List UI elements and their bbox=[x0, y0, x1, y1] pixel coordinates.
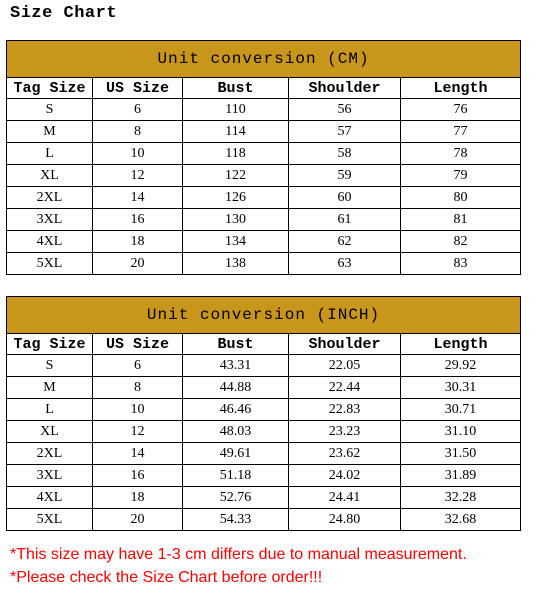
table-cell: 22.05 bbox=[289, 355, 401, 377]
table-cell: 8 bbox=[93, 121, 183, 143]
size-table-inch bbox=[6, 296, 521, 531]
table-cell: 20 bbox=[93, 509, 183, 531]
table-cell: 4XL bbox=[7, 487, 93, 509]
table-row bbox=[7, 253, 521, 275]
table-cell: 24.02 bbox=[289, 465, 401, 487]
column-header: Bust bbox=[183, 78, 289, 99]
table-cell: 2XL bbox=[7, 187, 93, 209]
table-caption: Unit conversion (INCH) bbox=[7, 297, 521, 334]
column-header: Tag Size bbox=[7, 78, 93, 99]
table-cell: 3XL bbox=[7, 209, 93, 231]
table-cell: 23.62 bbox=[289, 443, 401, 465]
table-cell: 49.61 bbox=[183, 443, 289, 465]
table-cell: 31.89 bbox=[401, 465, 521, 487]
table-cell: 30.31 bbox=[401, 377, 521, 399]
column-header: Shoulder bbox=[289, 334, 401, 355]
table-cell: 60 bbox=[289, 187, 401, 209]
table-cell: 16 bbox=[93, 209, 183, 231]
table-cell: 44.88 bbox=[183, 377, 289, 399]
table-cell: 81 bbox=[401, 209, 521, 231]
table-cell: 59 bbox=[289, 165, 401, 187]
table-cell: L bbox=[7, 143, 93, 165]
table-cell: 118 bbox=[183, 143, 289, 165]
table-cell: 6 bbox=[93, 99, 183, 121]
table-cell: 76 bbox=[401, 99, 521, 121]
table-row bbox=[7, 165, 521, 187]
column-header: Bust bbox=[183, 334, 289, 355]
header-row bbox=[7, 334, 521, 355]
table-cell: 48.03 bbox=[183, 421, 289, 443]
order-note: *Please check the Size Chart before order!!! bbox=[10, 569, 323, 586]
table-cell: 80 bbox=[401, 187, 521, 209]
table-cell: 62 bbox=[289, 231, 401, 253]
page-title: Size Chart bbox=[10, 4, 118, 23]
table-row bbox=[7, 143, 521, 165]
table-cell: 61 bbox=[289, 209, 401, 231]
table-cell: L bbox=[7, 399, 93, 421]
table-cell: 29.92 bbox=[401, 355, 521, 377]
table-cell: 30.71 bbox=[401, 399, 521, 421]
table-row bbox=[7, 509, 521, 531]
table-cell: 18 bbox=[93, 231, 183, 253]
table-cell: 4XL bbox=[7, 231, 93, 253]
table-cell: 5XL bbox=[7, 509, 93, 531]
table-cell: 24.80 bbox=[289, 509, 401, 531]
table-cell: 6 bbox=[93, 355, 183, 377]
table-cell: 14 bbox=[93, 187, 183, 209]
column-header: Length bbox=[401, 334, 521, 355]
table-row bbox=[7, 187, 521, 209]
table-cell: 8 bbox=[93, 377, 183, 399]
table-cell: 130 bbox=[183, 209, 289, 231]
table-cell: 31.50 bbox=[401, 443, 521, 465]
table-cell: 57 bbox=[289, 121, 401, 143]
table-cell: 54.33 bbox=[183, 509, 289, 531]
table-cell: 2XL bbox=[7, 443, 93, 465]
table-row bbox=[7, 399, 521, 421]
size-table-cm bbox=[6, 40, 521, 275]
table-cell: 126 bbox=[183, 187, 289, 209]
table-row bbox=[7, 231, 521, 253]
table-cell: S bbox=[7, 99, 93, 121]
table-body bbox=[7, 355, 521, 531]
table-cell: 16 bbox=[93, 465, 183, 487]
table-cell: 51.18 bbox=[183, 465, 289, 487]
table-cell: M bbox=[7, 377, 93, 399]
table-row bbox=[7, 377, 521, 399]
table-row bbox=[7, 355, 521, 377]
table-cell: XL bbox=[7, 421, 93, 443]
table-cell: 23.23 bbox=[289, 421, 401, 443]
table-cell: 77 bbox=[401, 121, 521, 143]
table-row bbox=[7, 209, 521, 231]
table-cell: 56 bbox=[289, 99, 401, 121]
table-row bbox=[7, 121, 521, 143]
table-cell: 79 bbox=[401, 165, 521, 187]
table-cell: 122 bbox=[183, 165, 289, 187]
measurement-note: *This size may have 1-3 cm differs due to manual measurement. bbox=[10, 546, 467, 563]
table-cell: 82 bbox=[401, 231, 521, 253]
table-cell: 114 bbox=[183, 121, 289, 143]
table-cell: XL bbox=[7, 165, 93, 187]
table-cell: 46.46 bbox=[183, 399, 289, 421]
table-row bbox=[7, 465, 521, 487]
column-header: Shoulder bbox=[289, 78, 401, 99]
table-caption: Unit conversion (CM) bbox=[7, 41, 521, 78]
table-cell: 32.28 bbox=[401, 487, 521, 509]
table-cell: 12 bbox=[93, 165, 183, 187]
table-cell: 31.10 bbox=[401, 421, 521, 443]
table-row bbox=[7, 443, 521, 465]
table-cell: 14 bbox=[93, 443, 183, 465]
table-cell: 43.31 bbox=[183, 355, 289, 377]
column-header: US Size bbox=[93, 334, 183, 355]
column-header: Length bbox=[401, 78, 521, 99]
table-cell: 22.83 bbox=[289, 399, 401, 421]
table-cell: 58 bbox=[289, 143, 401, 165]
table-cell: 20 bbox=[93, 253, 183, 275]
table-cell: 10 bbox=[93, 143, 183, 165]
table-cell: 18 bbox=[93, 487, 183, 509]
column-header: Tag Size bbox=[7, 334, 93, 355]
table-row bbox=[7, 487, 521, 509]
column-header: US Size bbox=[93, 78, 183, 99]
table-row bbox=[7, 421, 521, 443]
table-cell: M bbox=[7, 121, 93, 143]
table-cell: 22.44 bbox=[289, 377, 401, 399]
table-cell: 24.41 bbox=[289, 487, 401, 509]
table-cell: 83 bbox=[401, 253, 521, 275]
table-cell: 134 bbox=[183, 231, 289, 253]
table-cell: 52.76 bbox=[183, 487, 289, 509]
table-cell: 10 bbox=[93, 399, 183, 421]
table-cell: 63 bbox=[289, 253, 401, 275]
table-cell: 12 bbox=[93, 421, 183, 443]
table-cell: S bbox=[7, 355, 93, 377]
header-row bbox=[7, 78, 521, 99]
table-cell: 3XL bbox=[7, 465, 93, 487]
table-cell: 32.68 bbox=[401, 509, 521, 531]
table-cell: 78 bbox=[401, 143, 521, 165]
table-body bbox=[7, 99, 521, 275]
table-cell: 138 bbox=[183, 253, 289, 275]
table-cell: 5XL bbox=[7, 253, 93, 275]
table-row bbox=[7, 99, 521, 121]
table-cell: 110 bbox=[183, 99, 289, 121]
